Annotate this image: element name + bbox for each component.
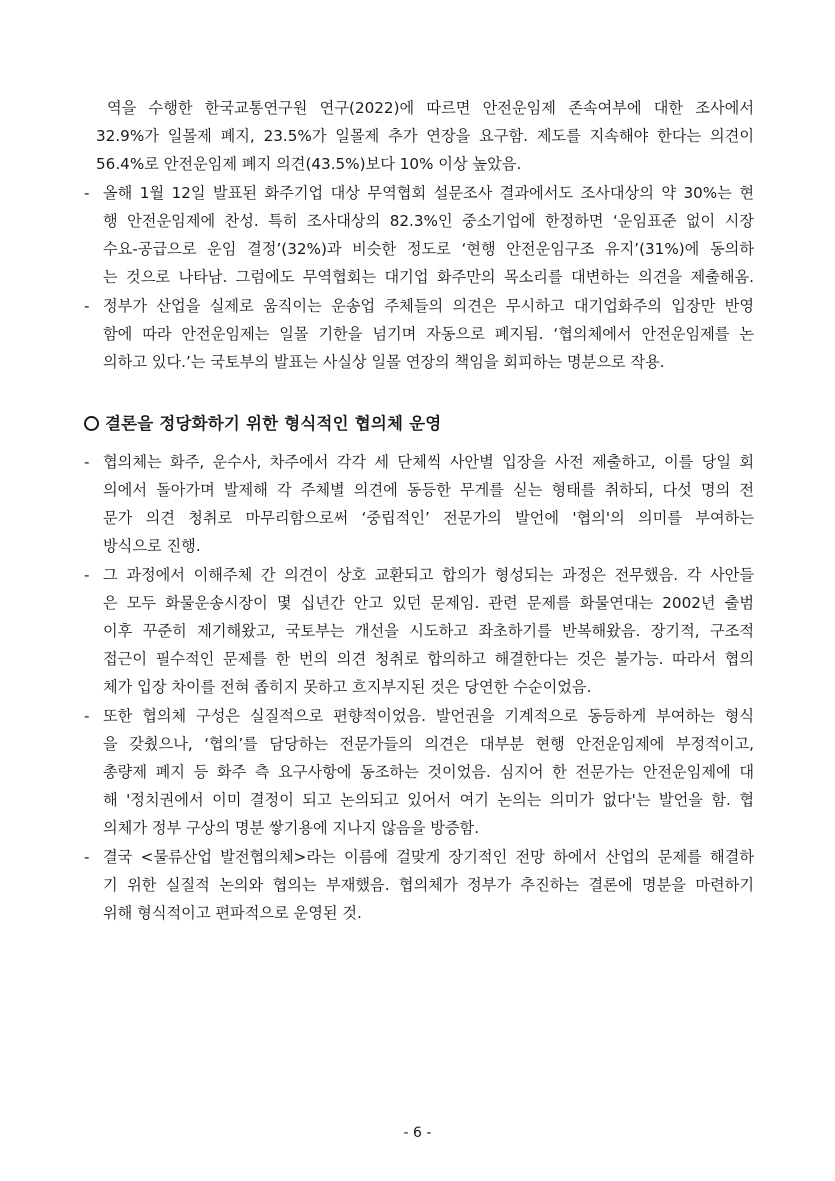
text-line: 협의체는 화주, 운수사, 차주에서 각각 세 단체씩 사안별 입장을 사전 제출하고, 이를 당일 회	[103, 453, 754, 471]
text-line: 의하고 있다.’는 국토부의 발표는 사실상 일몰 연장의 책임을 회피하는 명분으로 작용.	[103, 353, 665, 371]
bullet-marker: -	[84, 848, 90, 866]
text-line: 총량제 폐지 등 화주 측 요구사항에 동조하는 것이었음. 심지어 한 전문가는 안전운임제에 대	[103, 763, 754, 781]
circle-bullet-icon	[84, 416, 99, 431]
page-number: - 6 -	[403, 1125, 432, 1141]
text-line: 32.9%가 일몰제 폐지, 23.5%가 일몰제 추가 연장을 요구함. 제도를 지속해야 한다는 의견이	[96, 127, 754, 145]
text-line: 수요-공급으로 운임 결정’(32%)과 비슷한 정도로 ‘현행 안전운임구조 유지’(31%)에 동의하	[103, 240, 754, 258]
text-line: 결국 <물류산업 발전협의체>라는 이름에 걸맞게 장기적인 전망 하에서 산업의 문제를 해결하	[103, 848, 754, 866]
text-line: 그 과정에서 이해주체 간 의견이 상호 교환되고 합의가 형성되는 과정은 전무했음. 각 사안들	[103, 566, 754, 584]
bullet-marker: -	[84, 297, 90, 315]
text-line: 의체가 정부 구상의 명분 쌓기용에 지나지 않음을 방증함.	[103, 819, 480, 837]
section-heading-text: 결론을 정당화하기 위한 형식적인 협의체 운영	[105, 414, 442, 433]
text-line: 체가 입장 차이를 전혀 좁히지 못하고 흐지부지된 것은 당연한 수순이었음.	[103, 678, 592, 696]
text-line: 접근이 필수적인 문제를 한 번의 의견 청취로 합의하고 해결한다는 것은 불가능. 따라서 협의	[103, 650, 754, 668]
bullet-marker: -	[84, 453, 90, 471]
text-line: 함에 따라 안전운임제는 일몰 기한을 넘기며 자동으로 폐지됨. ‘협의체에서 안전운임제를 논	[103, 325, 754, 343]
text-line: 해 '정치권에서 이미 결정이 되고 논의되고 있어서 여기 논의는 의미가 없다'는 발언을 함. 협	[103, 791, 754, 809]
text-line: 은 모두 화물운송시장이 몇 십년간 안고 있던 문제임. 관련 문제를 화물연대는 2002년 출범	[103, 594, 754, 612]
text-line: 정부가 산업을 실제로 움직이는 운송업 주체들의 의견은 무시하고 대기업화주의 입장만 반영	[103, 297, 754, 315]
text-line: 56.4%로 안전운임제 폐지 의견(43.5%)보다 10% 이상 높았음.	[96, 155, 522, 173]
text-line: 을 갖췄으나, ‘협의’를 담당하는 전문가들의 의견은 대부분 현행 안전운임제에 부정적이고,	[103, 735, 754, 753]
text-line: 역을 수행한 한국교통연구원 연구(2022)에 따르면 안전운임제 존속여부에 대한 조사에서	[107, 99, 754, 117]
bullet-marker: -	[84, 566, 90, 584]
text-line: 이후 꾸준히 제기해왔고, 국토부는 개선을 시도하고 좌초하기를 반복해왔음. 장기적, 구조적	[103, 622, 754, 640]
text-line: 위해 형식적이고 편파적으로 운영된 것.	[103, 904, 362, 922]
text-line: 는 것으로 나타남. 그럼에도 무역협회는 대기업 화주만의 목소리를 대변하는 의견을 제출해옴.	[103, 268, 754, 286]
text-line: 행 안전운임제에 찬성. 특히 조사대상의 82.3%인 중소기업에 한정하면 ‘운임표준 없이 시장	[103, 212, 754, 230]
text-line: 방식으로 진행.	[103, 537, 201, 555]
text-line: 문가 의견 청취로 마무리함으로써 ‘중립적인’ 전문가의 발언에 '협의'의 의미를 부여하는	[103, 509, 754, 527]
text-line: 의에서 돌아가며 발제해 각 주체별 의견에 동등한 무게를 싣는 형태를 취하되, 다섯 명의 전	[103, 481, 754, 499]
text-line: 기 위한 실질적 논의와 협의는 부재했음. 협의체가 정부가 추진하는 결론에 명분을 마련하기	[103, 876, 754, 894]
bullet-marker: -	[84, 707, 90, 725]
text-line: 또한 협의체 구성은 실질적으로 편향적이었음. 발언권을 기계적으로 동등하게 부여하는 형식	[103, 707, 754, 725]
section-heading	[84, 413, 441, 435]
text-line: 올해 1월 12일 발표된 화주기업 대상 무역협회 설문조사 결과에서도 조사대상의 약 30%는 현	[103, 184, 754, 202]
bullet-marker: -	[84, 184, 90, 202]
